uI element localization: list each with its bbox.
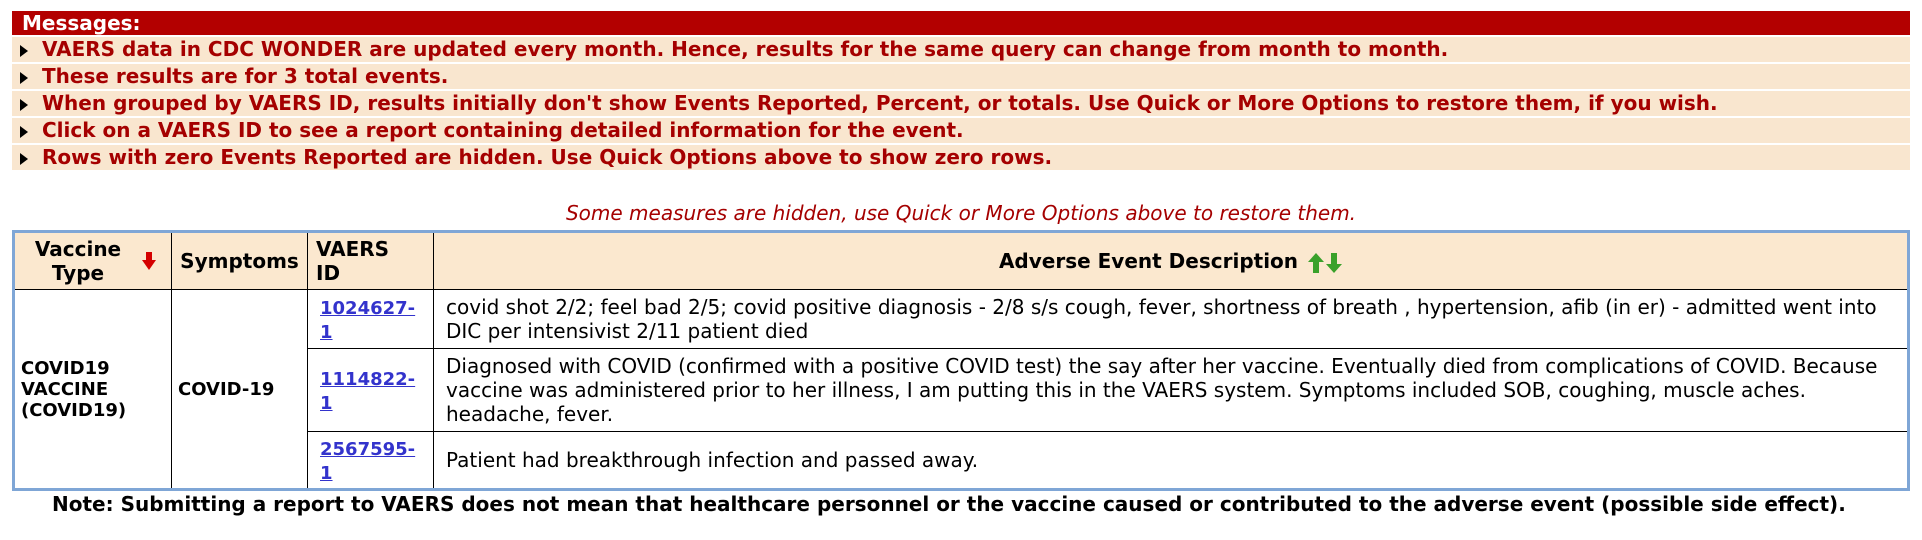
message-text: Click on a VAERS ID to see a report containing detailed information for the event. xyxy=(42,118,964,142)
messages-header: Messages: xyxy=(12,11,1910,35)
description-cell: covid shot 2/2; feel bad 2/5; covid positive diagnosis - 2/8 s/s cough, fever, shortness of breath , hypertension, afib (in er) - admitted went into DIC per intensivist 2/11 patient died xyxy=(434,290,1909,349)
sort-up-down-icon[interactable] xyxy=(1308,253,1342,273)
message-item[interactable] xyxy=(12,118,1910,143)
table-row xyxy=(14,290,1909,349)
expand-triangle-icon[interactable] xyxy=(20,99,28,111)
vaers-id-link[interactable]: 1114822-1 xyxy=(320,369,416,414)
column-header-label: VAERS ID xyxy=(316,237,390,285)
symptoms-cell: COVID-19 xyxy=(172,290,308,490)
vaers-id-cell xyxy=(308,349,434,432)
vaccine-type-cell: COVID19 VACCINE (COVID19) xyxy=(14,290,172,490)
vaers-id-cell xyxy=(308,432,434,490)
vaers-id-cell xyxy=(308,290,434,349)
message-item[interactable] xyxy=(12,64,1910,89)
sort-descending-icon[interactable] xyxy=(142,252,156,270)
vaers-id-link[interactable]: 2567595-1 xyxy=(320,439,416,484)
description-cell: Patient had breakthrough infection and passed away. xyxy=(434,432,1909,490)
footer-note: Note: Submitting a report to VAERS does not mean that healthcare personnel or the vaccine caused or contributed to the adverse event (possible side effect). xyxy=(52,492,1846,516)
expand-triangle-icon[interactable] xyxy=(20,45,28,57)
message-item[interactable] xyxy=(12,91,1910,116)
column-header-symptoms[interactable]: Symptoms xyxy=(172,232,308,290)
expand-triangle-icon[interactable] xyxy=(20,72,28,84)
vaers-id-link[interactable]: 1024627-1 xyxy=(320,298,416,343)
results-table xyxy=(12,230,1910,491)
message-text: VAERS data in CDC WONDER are updated every month. Hence, results for the same query can change from month to month. xyxy=(42,37,1449,61)
message-text: Rows with zero Events Reported are hidden. Use Quick Options above to show zero rows. xyxy=(42,145,1053,169)
messages-panel xyxy=(12,11,1910,170)
message-item[interactable] xyxy=(12,145,1910,170)
message-text: When grouped by VAERS ID, results initially don't show Events Reported, Percent, or totals. Use Quick or More Options to restore them, if you wish. xyxy=(42,91,1718,115)
column-header-vaccine-type[interactable] xyxy=(14,232,172,290)
column-header-vaers-id[interactable] xyxy=(308,232,434,290)
column-header-label: Adverse Event Description xyxy=(998,249,1299,273)
column-header-label: Vaccine Type xyxy=(34,237,122,285)
message-text: These results are for 3 total events. xyxy=(42,64,449,88)
table-header-row xyxy=(14,232,1909,290)
expand-triangle-icon[interactable] xyxy=(20,153,28,165)
hidden-measures-note: Some measures are hidden, use Quick or More Options above to restore them. xyxy=(565,201,1357,225)
expand-triangle-icon[interactable] xyxy=(20,126,28,138)
description-cell: Diagnosed with COVID (confirmed with a positive COVID test) the say after her vaccine. Eventually died from complications of COVID. Because vaccine was administered prior to her illness, I am putting this in the VAERS system. Symptoms included SOB, coughing, muscle aches. headache, fever. xyxy=(434,349,1909,432)
column-header-adverse-event-description[interactable] xyxy=(434,232,1909,290)
message-item[interactable] xyxy=(12,37,1910,62)
